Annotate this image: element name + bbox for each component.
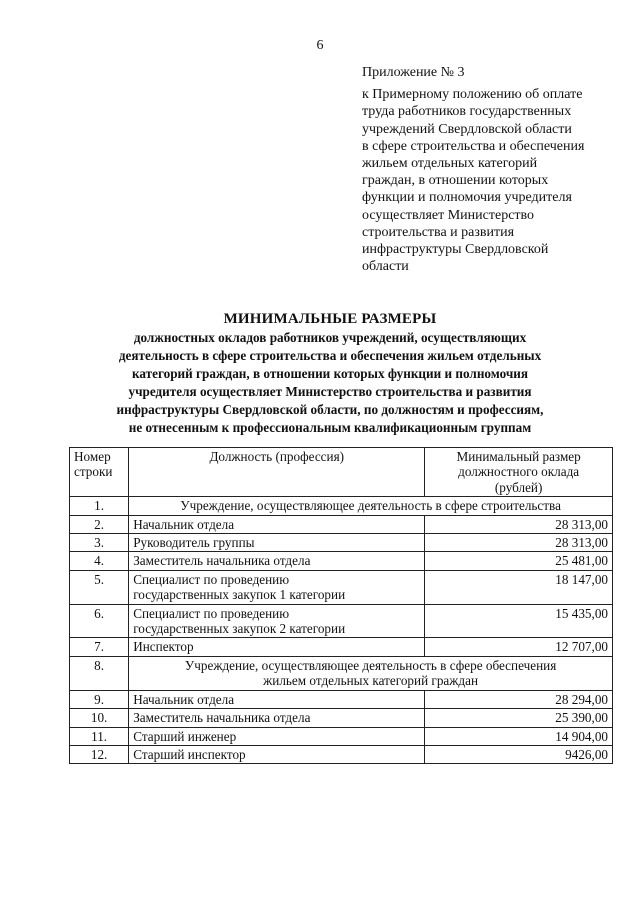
appendix-line: строительства и развития: [362, 224, 515, 240]
cell-line: Старший инженер: [133, 728, 237, 744]
section-title-cell: [129, 656, 613, 690]
row-number-cell: 10.: [70, 709, 129, 727]
row-number-cell: 4.: [70, 552, 129, 570]
row-number-cell: 9.: [70, 690, 129, 708]
position-cell: [129, 534, 425, 552]
cell-line: Начальник отдела: [133, 691, 235, 707]
document-heading: [40, 310, 620, 437]
table-section-row: [70, 497, 613, 515]
appendix-line: функции и полномочия учредителя: [362, 190, 572, 206]
table-row: [70, 727, 613, 745]
appendix-line: инфраструктуры Свердловской: [362, 242, 549, 258]
heading-line: не отнесенным к профессиональным квалификационным группам: [128, 420, 532, 435]
salary-cell: 9426,00: [425, 745, 613, 763]
cell-line: государственных закупок 2 категории: [133, 621, 346, 637]
cell-line: Заместитель начальника отдела: [133, 553, 311, 569]
heading-line: деятельность в сфере строительства и обеспечения жильем отдельных: [118, 348, 542, 363]
table-row: [70, 534, 613, 552]
row-number-cell: 11.: [70, 727, 129, 745]
section-title-cell: [129, 497, 613, 515]
table-row: [70, 745, 613, 763]
row-number-cell: 3.: [70, 534, 129, 552]
header-position: Должность (профессия): [129, 448, 425, 497]
heading-subtitle: [40, 329, 620, 437]
cell-line: Инспектор: [133, 639, 194, 655]
salary-cell: 25 390,00: [425, 709, 613, 727]
salary-cell: 28 313,00: [425, 515, 613, 533]
appendix-line: жильем отдельных категорий: [362, 156, 538, 172]
appendix-note: [362, 64, 622, 275]
header-salary: Минимальный размер должностного оклада (рублей): [425, 448, 613, 497]
cell-line: Учреждение, осуществляющее деятельность в сфере строительства: [180, 498, 561, 514]
row-number-cell: 5.: [70, 570, 129, 604]
appendix-line: труда работников государственных: [362, 104, 572, 120]
cell-line: государственных закупок 1 категории: [133, 587, 346, 603]
position-cell: [129, 690, 425, 708]
heading-line: инфраструктуры Свердловской области, по должностям и профессиям,: [116, 402, 544, 417]
cell-line: Старший инспектор: [133, 746, 246, 762]
heading-line: учредителя осуществляет Министерство строительства и развития: [128, 384, 532, 399]
cell-line: Специалист по проведению: [133, 605, 290, 621]
appendix-line: в сфере строительства и обеспечения: [362, 138, 585, 154]
position-cell: [129, 515, 425, 533]
salary-cell: 28 313,00: [425, 534, 613, 552]
appendix-line: области: [362, 259, 409, 275]
cell-line: Руководитель группы: [133, 535, 255, 551]
cell-line: Специалист по проведению: [133, 571, 290, 587]
salary-table: [69, 447, 613, 764]
position-cell: [129, 552, 425, 570]
table-row: [70, 570, 613, 604]
cell-line: жильем отдельных категорий граждан: [263, 673, 479, 689]
table-row: [70, 709, 613, 727]
row-number-cell: 12.: [70, 745, 129, 763]
position-cell: [129, 604, 425, 638]
appendix-line: граждан, в отношении которых: [362, 173, 549, 189]
appendix-title: Приложение № 3: [362, 65, 465, 80]
appendix-line: учреждений Свердловской области: [362, 121, 572, 137]
salary-cell: 15 435,00: [425, 604, 613, 638]
header-row-number: Номер строки: [70, 448, 129, 497]
row-number-cell: 2.: [70, 515, 129, 533]
cell-line: Учреждение, осуществляющее деятельность в сфере обеспечения: [184, 657, 557, 673]
position-cell: [129, 745, 425, 763]
row-number-cell: 8.: [70, 656, 129, 690]
table-row: [70, 552, 613, 570]
row-number-cell: 1.: [70, 497, 129, 515]
position-cell: [129, 727, 425, 745]
salary-cell: 25 481,00: [425, 552, 613, 570]
salary-cell: 18 147,00: [425, 570, 613, 604]
position-cell: [129, 570, 425, 604]
table-row: [70, 515, 613, 533]
cell-line: Начальник отдела: [133, 516, 235, 532]
appendix-line: осуществляет Министерство: [362, 207, 535, 223]
appendix-line: к Примерному положению об оплате: [362, 87, 583, 103]
cell-line: Заместитель начальника отдела: [133, 710, 311, 726]
salary-cell: 28 294,00: [425, 690, 613, 708]
table-section-row: [70, 656, 613, 690]
salary-cell: 14 904,00: [425, 727, 613, 745]
heading-title: МИНИМАЛЬНЫЕ РАЗМЕРЫ: [223, 311, 437, 327]
table-row: [70, 638, 613, 656]
heading-line: должностных окладов работников учреждений, осуществляющих: [133, 330, 527, 345]
table-row: [70, 690, 613, 708]
row-number-cell: 6.: [70, 604, 129, 638]
table-body: [70, 497, 613, 764]
table-header-row: [70, 448, 613, 497]
table-row: [70, 604, 613, 638]
row-number-cell: 7.: [70, 638, 129, 656]
position-cell: [129, 709, 425, 727]
position-cell: [129, 638, 425, 656]
salary-cell: 12 707,00: [425, 638, 613, 656]
page-number: 6: [316, 38, 324, 53]
heading-line: категорий граждан, в отношении которых функции и полномочия: [131, 366, 528, 381]
